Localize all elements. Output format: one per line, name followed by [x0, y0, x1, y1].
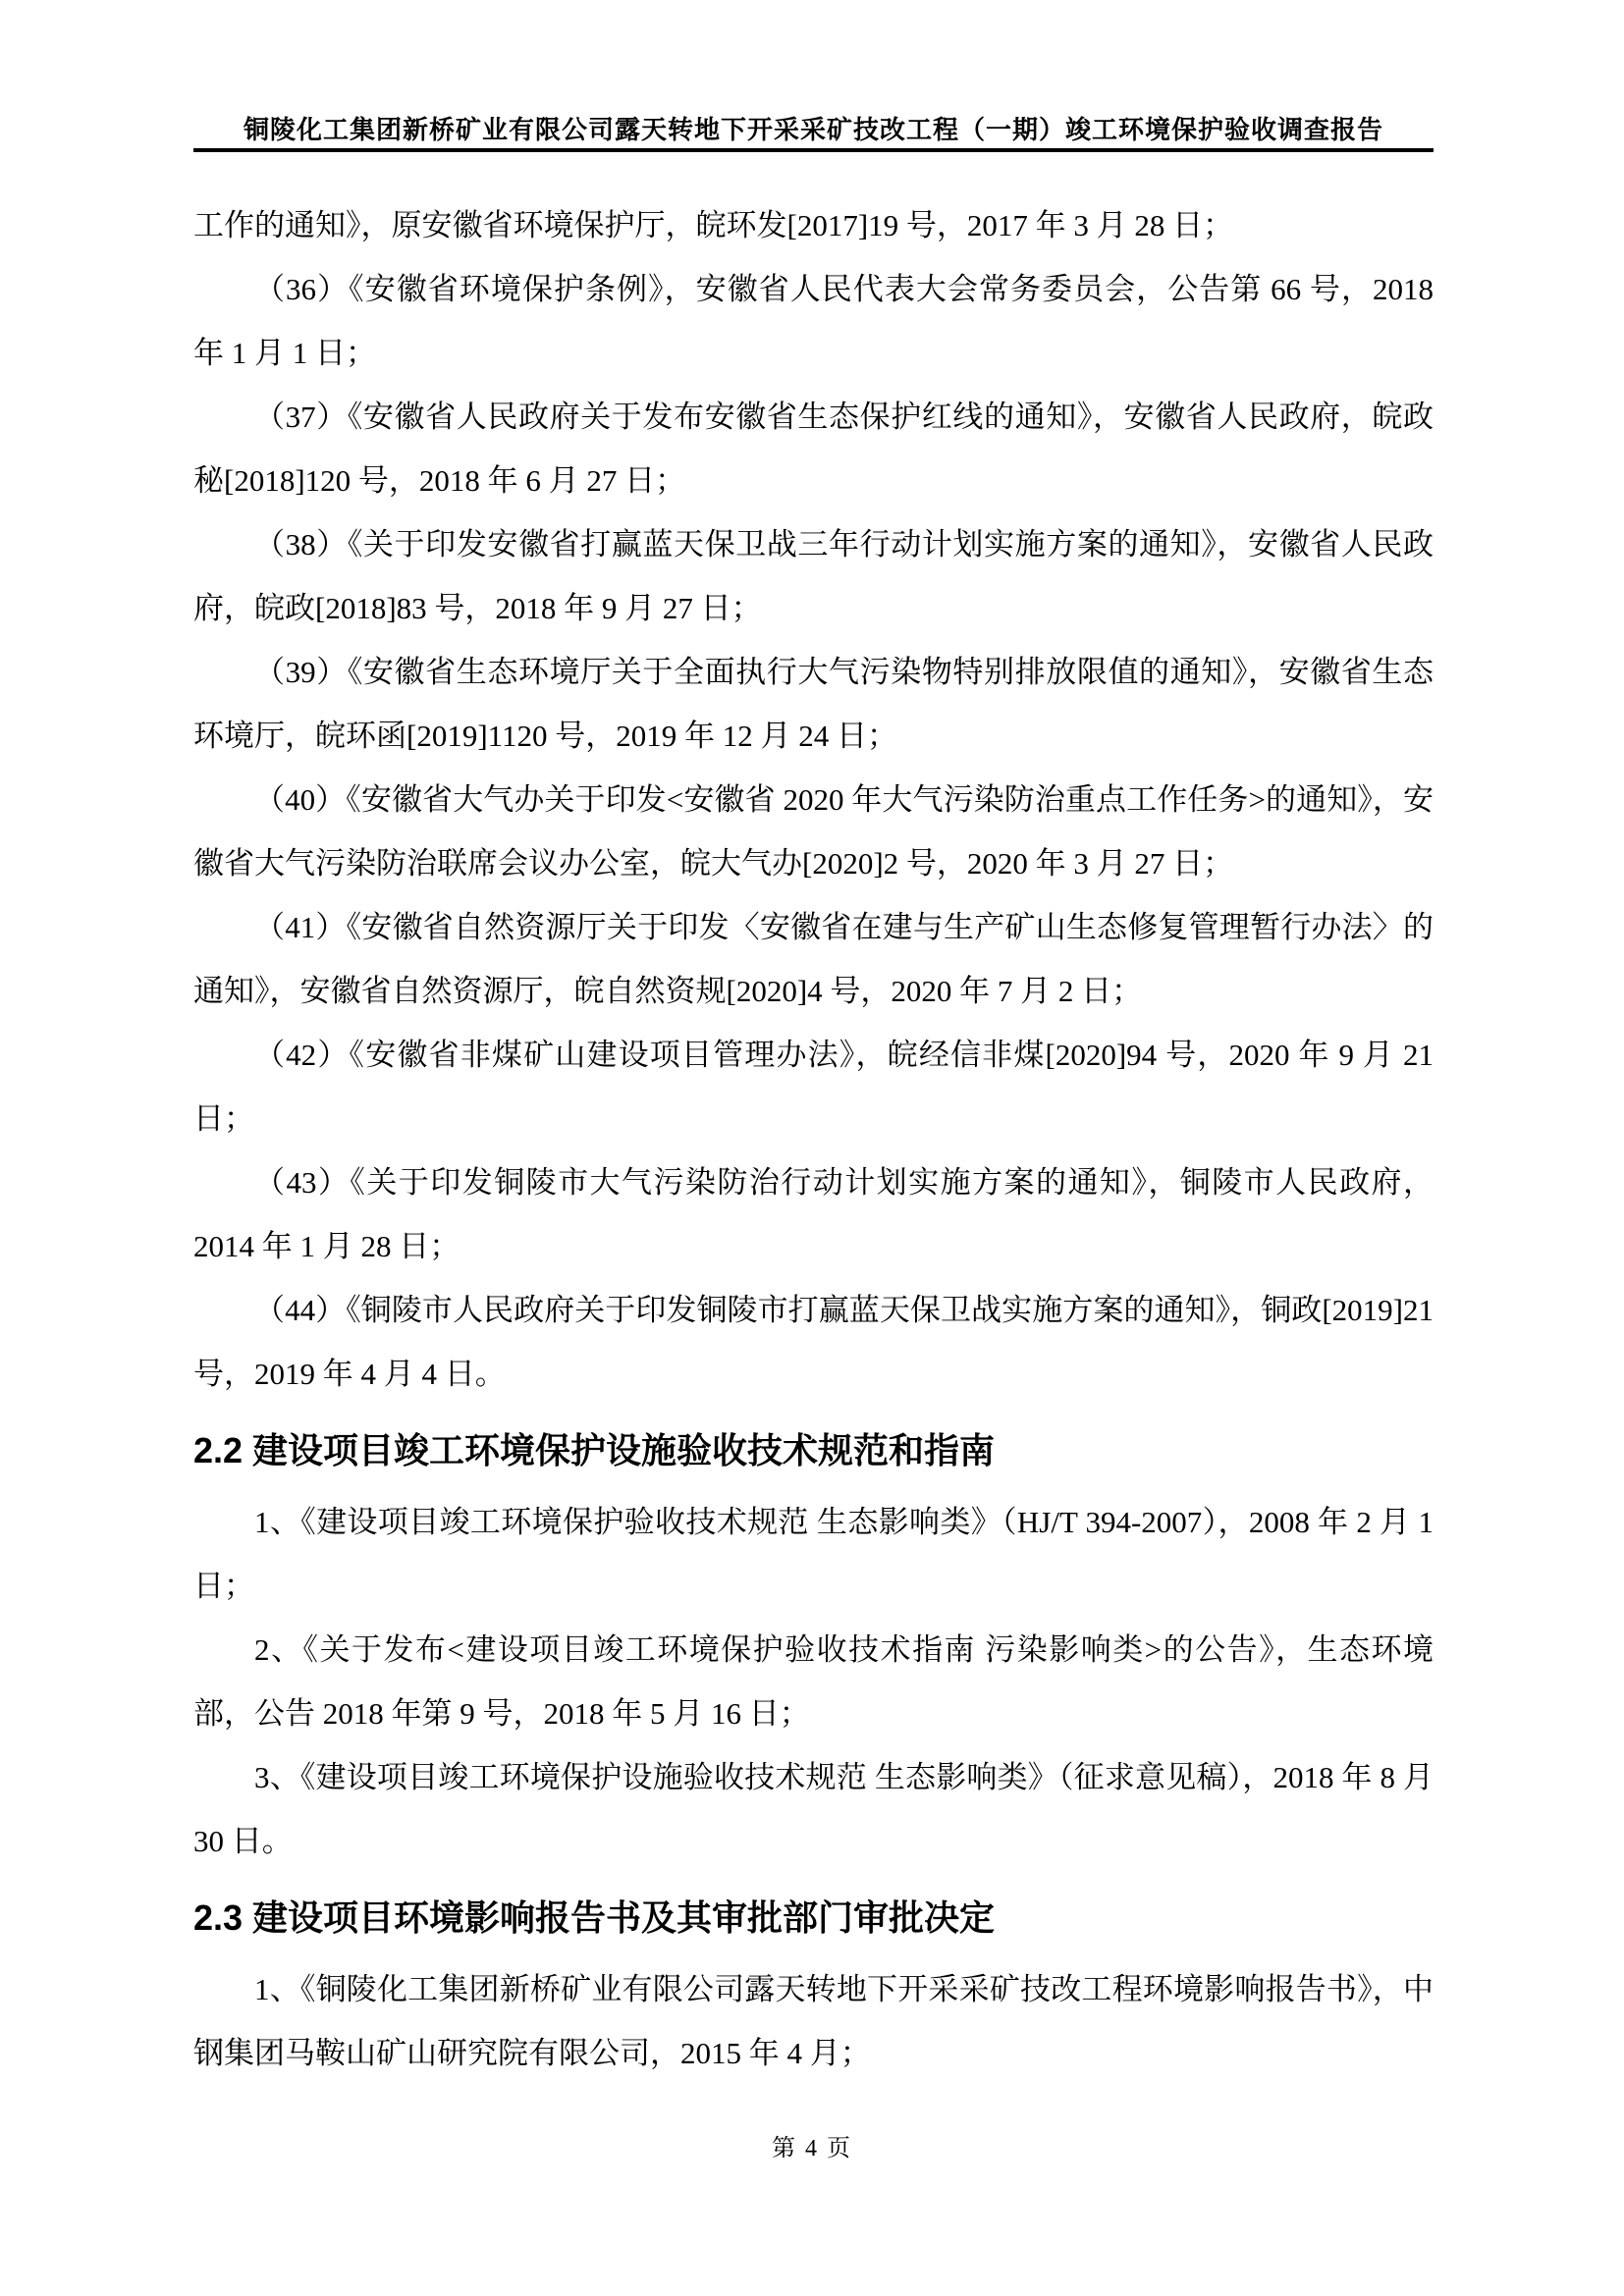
paragraph: （43）《关于印发铜陵市大气污染防治行动计划实施方案的通知》，铜陵市人民政府，2014 年 1 月 28 日； [193, 1165, 1434, 1263]
header-divider [193, 148, 1434, 152]
paragraph: 3、《建设项目竣工环境保护设施验收技术规范 生态影响类》（征求意见稿），2018 年 8 月 30 日。 [193, 1760, 1434, 1858]
page-number: 第 4 页 [772, 2136, 852, 2162]
paragraph: 工作的通知》，原安徽省环境保护厅，皖环发[2017]19 号，2017 年 3 月 28 日； [193, 208, 1234, 242]
page-header-title: 铜陵化工集团新桥矿业有限公司露天转地下开采采矿技改工程（一期）竣工环境保护验收调查报告 [243, 116, 1383, 144]
document-body [193, 193, 1434, 2085]
paragraph: （44）《铜陵市人民政府关于印发铜陵市打赢蓝天保卫战实施方案的通知》，铜政[2019]21 号，2019 年 4 月 4 日。 [193, 1293, 1434, 1391]
paragraph: （40）《安徽省大气办关于印发<安徽省 2020 年大气污染防治重点工作任务>的通知》，安徽省大气污染防治联席会议办公室，皖大气办[2020]2 号，2020 年 3 月 27 日； [193, 782, 1434, 881]
paragraph: （39）《安徽省生态环境厅关于全面执行大气污染物特别排放限值的通知》，安徽省生态环境厅，皖环函[2019]1120 号，2019 年 12 月 24 日； [193, 655, 1434, 753]
section-heading: 2.2 建设项目竣工环境保护设施验收技术规范和指南 [193, 1430, 996, 1470]
paragraph: （37）《安徽省人民政府关于发布安徽省生态保护红线的通知》，安徽省人民政府，皖政秘[2018]120 号，2018 年 6 月 27 日； [193, 400, 1434, 498]
paragraph: 1、《铜陵化工集团新桥矿业有限公司露天转地下开采采矿技改工程环境影响报告书》，中钢集团马鞍山矿山研究院有限公司，2015 年 4 月； [193, 1972, 1434, 2070]
paragraph: 2、《关于发布<建设项目竣工环境保护验收技术指南 污染影响类>的公告》，生态环境部，公告 2018 年第 9 号，2018 年 5 月 16 日； [193, 1632, 1434, 1731]
paragraph: （38）《关于印发安徽省打赢蓝天保卫战三年行动计划实施方案的通知》，安徽省人民政府，皖政[2018]83 号，2018 年 9 月 27 日； [193, 527, 1434, 625]
paragraph: （36）《安徽省环境保护条例》，安徽省人民代表大会常务委员会，公告第 66 号，2018 年 1 月 1 日； [193, 272, 1434, 370]
paragraph: （42）《安徽省非煤矿山建设项目管理办法》，皖经信非煤[2020]94 号，2020 年 9 月 21 日； [193, 1038, 1434, 1136]
paragraph: （41）《安徽省自然资源厅关于印发〈安徽省在建与生产矿山生态修复管理暂行办法〉的通知》，安徽省自然资源厅，皖自然资规[2020]4 号，2020 年 7 月 2 日； [193, 910, 1434, 1008]
paragraph: 1、《建设项目竣工环境保护验收技术规范 生态影响类》（HJ/T 394-2007），2008 年 2 月 1 日； [193, 1505, 1434, 1603]
section-heading: 2.3 建设项目环境影响报告书及其审批部门审批决定 [193, 1897, 996, 1938]
